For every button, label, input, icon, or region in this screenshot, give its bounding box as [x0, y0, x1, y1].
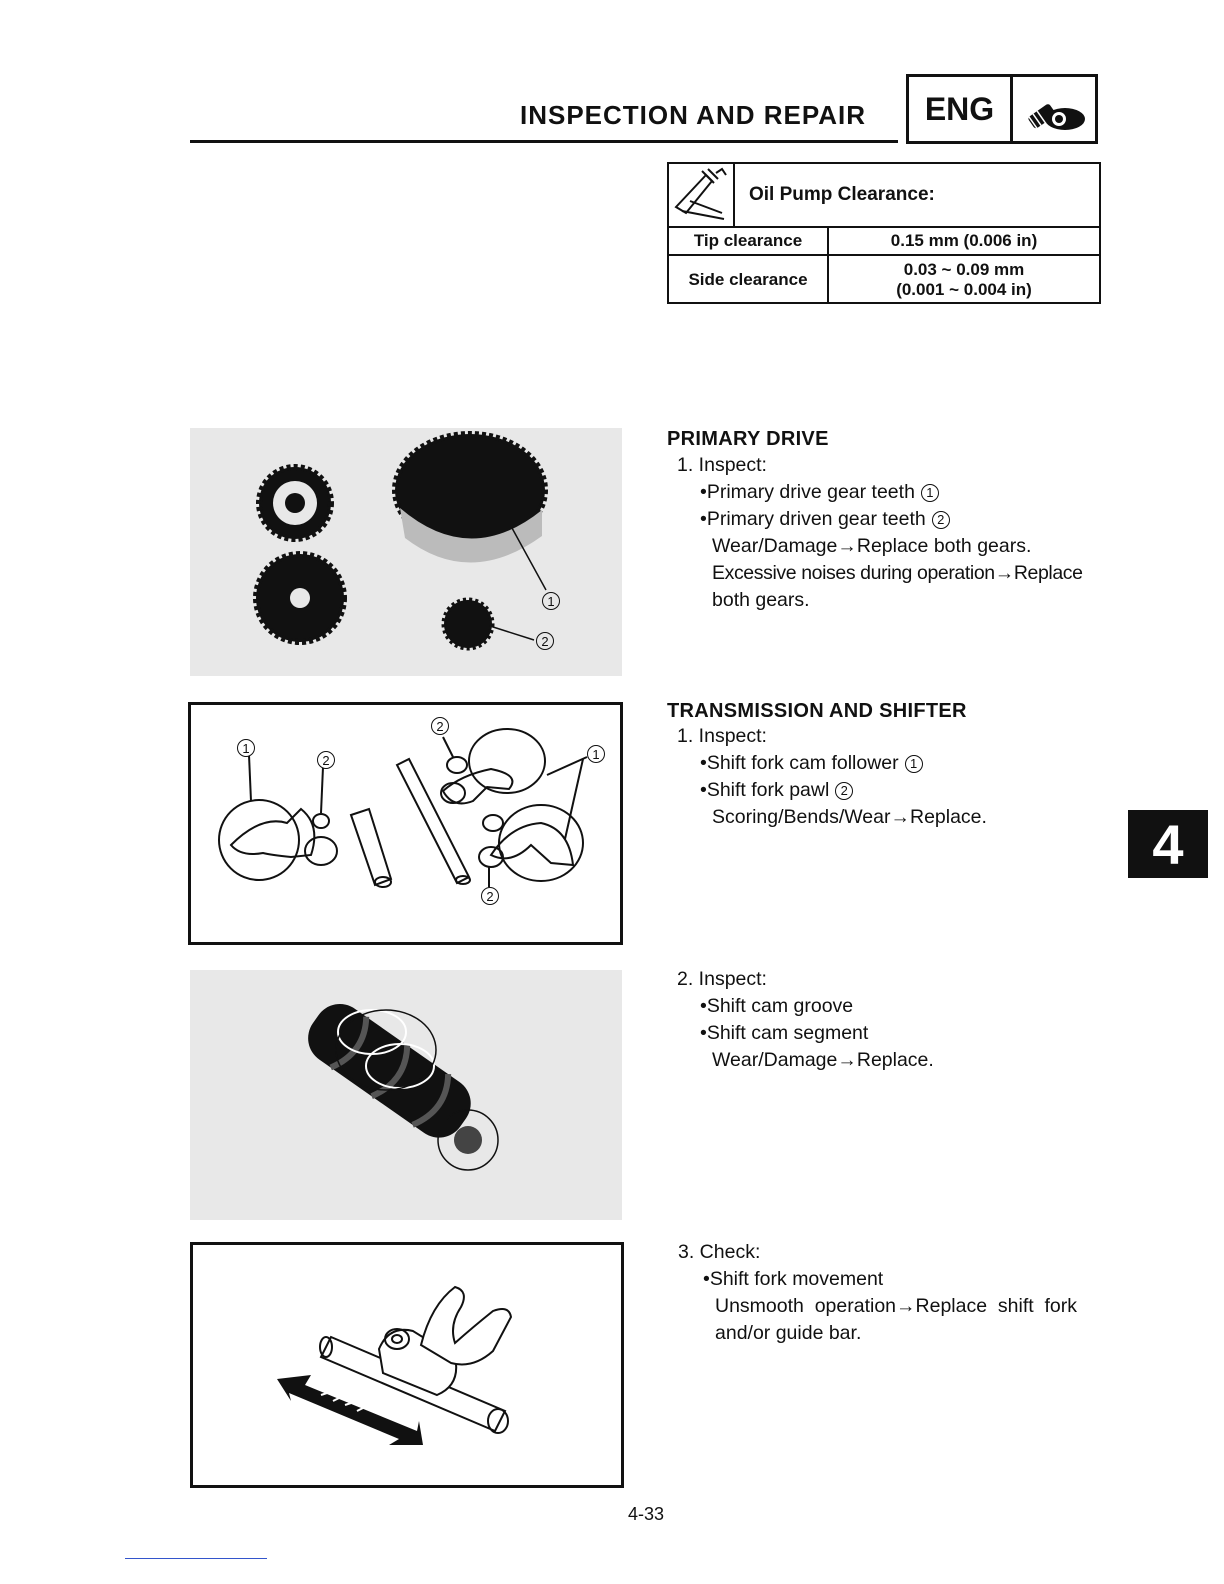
oil-pump-clearance-table [667, 162, 1101, 304]
callout-1: 1 [542, 592, 560, 610]
bullet-item [700, 479, 939, 506]
transmission-heading: TRANSMISSION AND SHIFTER [667, 700, 967, 722]
step-text: 1. Inspect: [677, 454, 767, 476]
table-cell-value: 0.15 mm (0.006 in) [890, 231, 1038, 250]
table-cell-label: Side clearance [669, 256, 829, 304]
bullet-text: •Shift cam groove [700, 995, 854, 1017]
callout-2: 2 [481, 887, 499, 905]
bullet-text: •Primary driven gear teeth [700, 508, 926, 530]
bullet-text: •Primary drive gear teeth [700, 481, 915, 503]
section-label: ENG [909, 77, 1013, 141]
shift-cam-photo [190, 970, 622, 1220]
shift-fork-drawing [188, 702, 623, 945]
step-text: 2. Inspect: [677, 968, 767, 990]
note-text: Wear/Damage→Replace both gears. [712, 535, 1032, 557]
footer-rule [125, 1558, 267, 1559]
note-text: Scoring/Bends/Wear→Replace. [712, 806, 987, 828]
step-text: 3. Check: [678, 1241, 761, 1263]
callout-1: 1 [237, 739, 255, 757]
caliper-icon [672, 167, 730, 223]
spec-title: Oil Pump Clearance: [749, 184, 935, 205]
bullet-text: •Shift fork movement [703, 1268, 884, 1290]
primary-gears-photo [190, 428, 622, 676]
shift-fork-movement-drawing [190, 1242, 624, 1488]
note-text: and/or guide bar. [715, 1322, 862, 1344]
step-text: 1. Inspect: [677, 725, 767, 747]
table-row [669, 256, 1099, 304]
bullet-text: •Shift fork cam follower [700, 752, 899, 774]
callout-1: 1 [921, 484, 939, 502]
bullet-item [700, 777, 853, 804]
note-text: Wear/Damage→Replace. [712, 1049, 934, 1071]
note-text: both gears. [712, 589, 810, 611]
callout-2: 2 [932, 511, 950, 529]
callout-2: 2 [431, 717, 449, 735]
table-row [669, 228, 1099, 256]
table-cell-value: 0.03 ~ 0.09 mm [903, 260, 1025, 279]
callout-2: 2 [317, 751, 335, 769]
note-text: Unsmooth operation→Replace shift fork [715, 1295, 1078, 1317]
callout-2: 2 [835, 782, 853, 800]
page-number: 4-33 [628, 1504, 665, 1524]
page-title: INSPECTION AND REPAIR [520, 100, 867, 130]
primary-drive-heading: PRIMARY DRIVE [667, 428, 829, 450]
section-indicator [906, 74, 1098, 144]
callout-1: 1 [905, 755, 923, 773]
bullet-text: •Shift fork pawl [700, 779, 830, 801]
bullet-item [700, 750, 923, 777]
bullet-text: •Shift cam segment [700, 1022, 869, 1044]
chapter-tab: 4 [1128, 810, 1208, 878]
note-text: Excessive noises during operation→Replace [712, 562, 1083, 584]
header-rule [190, 140, 898, 143]
callout-2: 2 [536, 632, 554, 650]
bullet-item [700, 506, 950, 533]
table-cell-label: Tip clearance [669, 228, 829, 254]
engine-icon [1019, 81, 1089, 137]
table-cell-value: (0.001 ~ 0.004 in) [896, 280, 1032, 299]
callout-1: 1 [587, 745, 605, 763]
